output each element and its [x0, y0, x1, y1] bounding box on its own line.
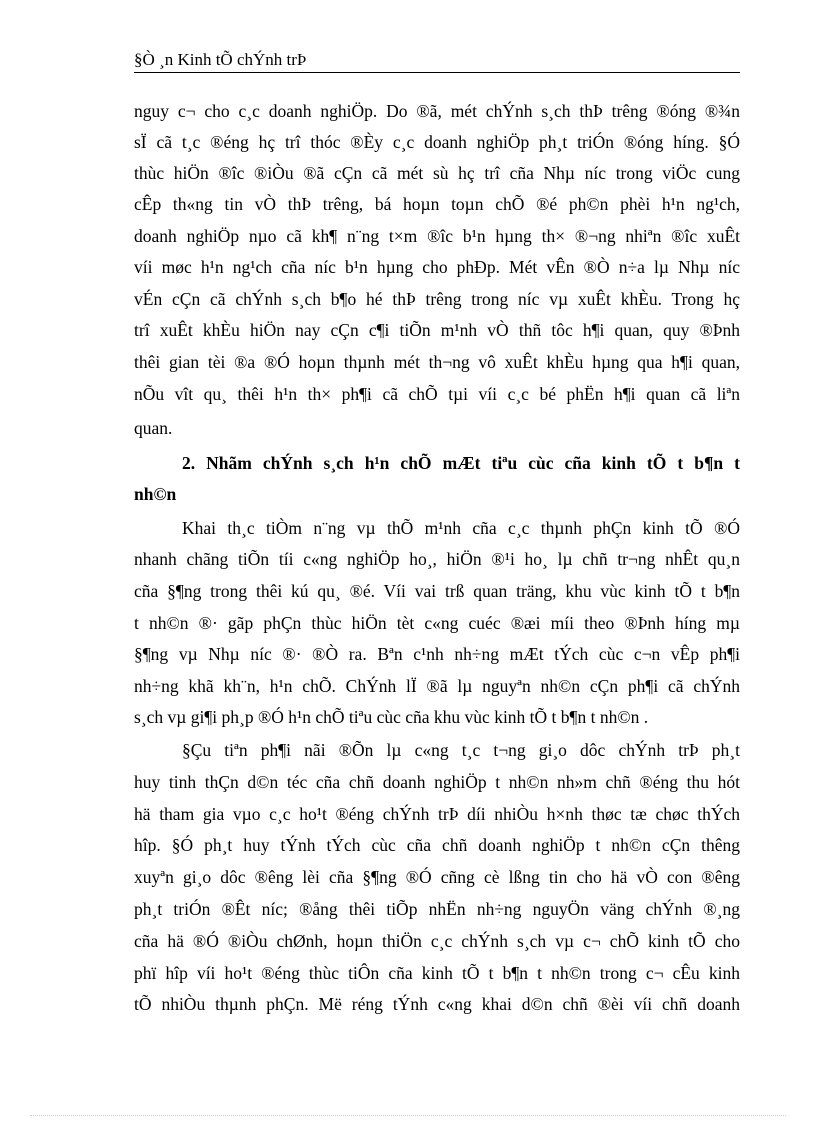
body-line: nh÷ng khã kh¨n, h¹n chÕ. ChÝnh lÏ ®ã lµ nguyªn nh©n cÇn ph¶i cã chÝnh — [134, 676, 740, 696]
running-header: §Ò ¸n Kinh tÕ chÝnh trÞ — [134, 50, 307, 69]
body-line: huy tinh thÇn d©n téc cña chñ doanh nghiÖp t nh©n nh»m chñ ®éng thu hót — [134, 772, 740, 792]
body-line: ph¸t triÓn ®Êt níc; ®ång thêi tiÕp nhËn nh÷ng nguyÖn väng chÝnh ®¸ng — [134, 899, 740, 919]
body-line: sÏ cã t¸c ®éng hç trî thóc ®Èy c¸c doanh nghiÖp ph¸t triÓn ®óng híng. §Ó — [134, 132, 740, 152]
header-divider — [134, 72, 740, 73]
section-heading: 2. Nhãm chÝnh s¸ch h¹n chÕ mÆt tiªu cùc cña kinh tÕ t b¶n t — [182, 453, 740, 473]
body-line: phï hîp víi ho¹t ®éng thùc tiÔn cña kinh tÕ t b¶n t nh©n trong c¬ cÊu kinh — [134, 963, 740, 983]
body-line: nÕu vît qu¸ thêi h¹n th× ph¶i cã chÕ tµi víi c¸c bé phËn h¶i quan cã liªn — [134, 384, 740, 404]
body-line: t nh©n ®· gãp phÇn thùc hiÖn tèt c«ng cuéc ®æi míi theo ®Þnh híng mµ — [134, 613, 740, 633]
body-line: trî xuÊt khÈu hiÖn nay cÇn c¶i tiÕn m¹nh vÒ thñ tôc h¶i quan, quy ®Þnh — [134, 320, 740, 340]
body-line: xuyªn gi¸o dôc ®êng lèi cña §¶ng ®Ó cñng cè lßng tin cho hä vÒ con ®êng — [134, 867, 740, 887]
body-line: s¸ch vµ gi¶i ph¸p ®Ó h¹n chÕ tiªu cùc cña khu vùc kinh tÕ t b¶n t nh©n . — [134, 707, 649, 727]
body-line: §Çu tiªn ph¶i nãi ®Õn lµ c«ng t¸c t¬ng gi¸o dôc chÝnh trÞ ph¸t — [182, 740, 740, 760]
body-line: víi møc h¹n ng¹ch cña níc b¹n hµng cho phÐp. Mét vÊn ®Ò n÷a lµ Nhµ níc — [134, 257, 740, 277]
body-line: tÕ nhiÒu thµnh phÇn. Më réng tÝnh c«ng khai d©n chñ ®èi víi chñ doanh — [134, 994, 740, 1014]
body-line: nhanh chãng tiÕn tíi c«ng nghiÖp ho¸, hiÖn ®¹i ho¸ lµ chñ tr¬ng nhÊt qu¸n — [134, 549, 740, 569]
body-line: thêi gian tèi ®a ®Ó hoµn thµnh mét th¬ng vô xuÊt khÈu hµng qua h¶i quan, — [134, 352, 740, 372]
body-line: quan. — [134, 418, 173, 438]
body-line: vÉn cÇn cã chÝnh s¸ch b¶o hé thÞ trêng trong níc vµ xuÊt khÈu. Trong hç — [134, 289, 740, 309]
body-line: cÊp th«ng tin vÒ thÞ trêng, bá hoµn toµn chÕ ®é ph©n phèi h¹n ng¹ch, — [134, 194, 740, 214]
body-line: nguy c¬ cho c¸c doanh nghiÖp. Do ®ã, mét chÝnh s¸ch thÞ trêng ®óng ®¾n — [134, 101, 740, 121]
section-heading: nh©n — [134, 484, 177, 504]
body-line: §¶ng vµ Nhµ níc ®· ®Ò ra. Bªn c¹nh nh÷ng mÆt tÝch cùc c¬n vÊp ph¶i — [134, 644, 740, 664]
body-line: cña hä ®Ó ®iÒu chØnh, hoµn thiÖn c¸c chÝnh s¸ch vµ c¬ chÕ kinh tÕ cho — [134, 931, 740, 951]
page-bottom-border — [30, 1115, 786, 1116]
body-line: hîp. §Ó ph¸t huy tÝnh tÝch cùc cña chñ doanh nghiÖp t nh©n cÇn thêng — [134, 835, 740, 855]
body-line: Khai th¸c tiÒm n¨ng vµ thÕ m¹nh cña c¸c thµnh phÇn kinh tÕ ®Ó — [182, 518, 740, 538]
body-line: doanh nghiÖp nµo cã kh¶ n¨ng t×m ®îc b¹n hµng th× ®¬ng nhiªn ®îc xuÊt — [134, 226, 740, 246]
body-line: thùc hiÖn ®îc ®iÒu ®ã cÇn cã mét sù hç trî cña Nhµ níc trong viÖc cung — [134, 163, 740, 183]
body-line: hä tham gia vµo c¸c ho¹t ®éng chÝnh trÞ díi nhiÒu h×nh thøc tæ chøc thÝch — [134, 804, 740, 824]
body-line: cña §¶ng trong thêi kú qu¸ ®é. Víi vai trß quan träng, khu vùc kinh tÕ t b¶n — [134, 581, 740, 601]
